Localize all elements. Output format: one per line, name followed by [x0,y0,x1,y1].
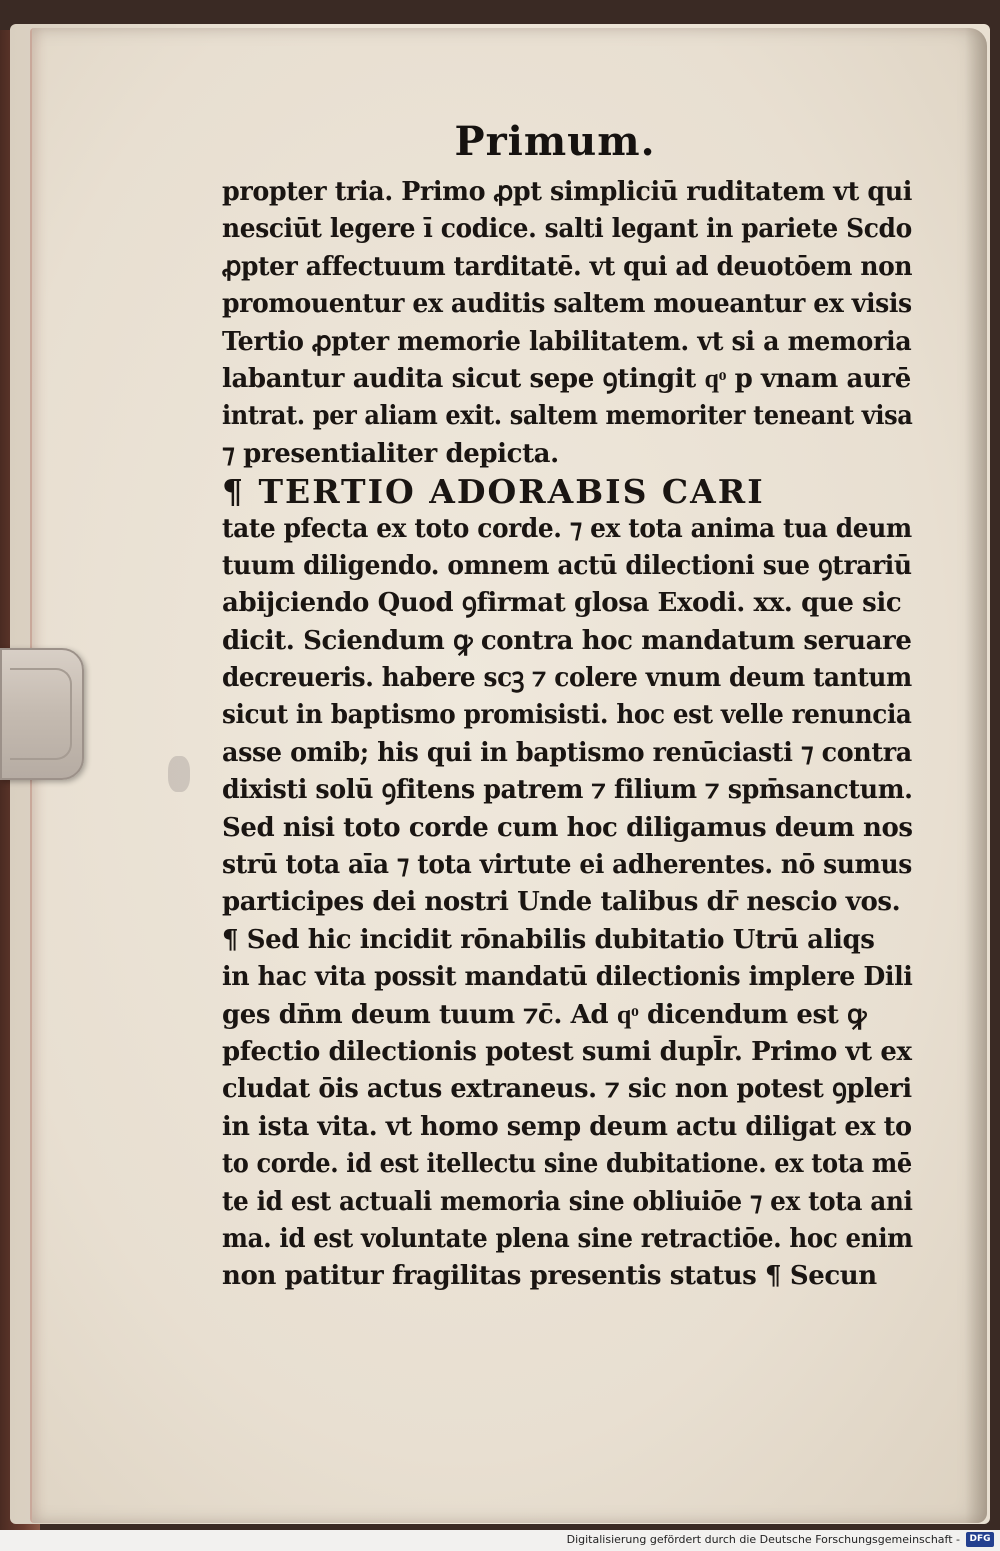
dfg-logo-icon: DFG [966,1532,994,1547]
text-block [222,174,912,1296]
funding-credit: Digitalisierung gefördert durch die Deutsche Forschungsgemeinschaft - [566,1533,960,1546]
text-line: in ista vita. vt homo semp deum actu diligat ex to [222,1111,912,1142]
text-line: Sed nisi toto corde cum hoc diligamus deum nos [222,812,913,843]
text-line: tate pfecta ex toto corde. ⁊ ex tota anima tua deum [222,513,912,544]
ink-blot [168,756,190,792]
text-line: decreueris. habere scꝫ ⁊ colere vnum deum tantum [222,663,912,694]
text-line: to corde. id est itellectu sine dubitatione. ex tota mē [222,1149,912,1180]
section-heading: ¶ TERTIO ADORABIS CARI [222,472,765,512]
clasp-icon [0,648,84,780]
text-line: abijciendo Quod ꝯfirmat glosa Exodi. xx. que sic [222,588,902,619]
text-line: strū tota aīa ⁊ tota virtute ei adherentes. nō sumus [222,850,912,881]
text-line: promouentur ex auditis saltem moueantur ex visis [222,289,912,320]
text-line: te id est actuali memoria sine obliuiōe ⁊ ex tota ani [222,1186,913,1217]
text-line: labantur audita sicut sepe ꝯtingit qͦ p vnam aurē [222,363,911,394]
text-line: Tertio ꝓpter memorie labilitatem. vt si a memoria [222,326,912,357]
text-line: ma. id est voluntate plena sine retractiōe. hoc enim [222,1223,913,1254]
text-line: in hac vita possit mandatū dilectionis implere Dili [222,962,913,993]
text-line: cludat ōis actus extraneus. ⁊ sic non potest ꝯpleri [222,1074,912,1105]
text-line: ges dn̄m deum tuum ⁊c̄. Ad qͦ dicendum est ꝙ [222,999,867,1030]
text-line: tuum diligendo. omnem actū dilectioni sue ꝯtrariū [222,550,912,581]
text-line: ꝓpter affectuum tarditatē. vt qui ad deuotōem non [222,251,913,282]
footer-bar [0,1530,1000,1551]
text-line: intrat. per aliam exit. saltem memoriter teneant visa [222,401,913,432]
text-line: participes dei nostri Unde talibus dr̄ nescio vos. [222,887,901,918]
text-line: dixisti solū ꝯfitens patrem ⁊ filium ⁊ spm̄sanctum. [222,775,913,806]
text-line: asse omib; his qui in baptismo renūciasti ⁊ contra [222,737,912,768]
text-line: propter tria. Primo ꝓpt simpliciū ruditatem vt qui [222,177,913,207]
text-line: pfectio dilectionis potest sumi dupl̄r. Primo vt ex [222,1036,912,1067]
text-line: ¶ Sed hic incidit rōnabilis dubitatio Utrū aliqs [222,924,875,955]
text-line: ⁊ presentialiter depicta. [222,438,559,469]
text-line: sicut in baptismo promisisti. hoc est velle renuncia [222,700,912,731]
text-line: nesciūt legere ī codice. salti legant in pariete Scdo [222,214,912,245]
text-line: non patitur fragilitas presentis status ¶ Secun [222,1261,877,1292]
text-line: dicit. Sciendum ꝙ contra hoc mandatum seruare [222,625,912,656]
running-head: Primum. [454,118,656,165]
